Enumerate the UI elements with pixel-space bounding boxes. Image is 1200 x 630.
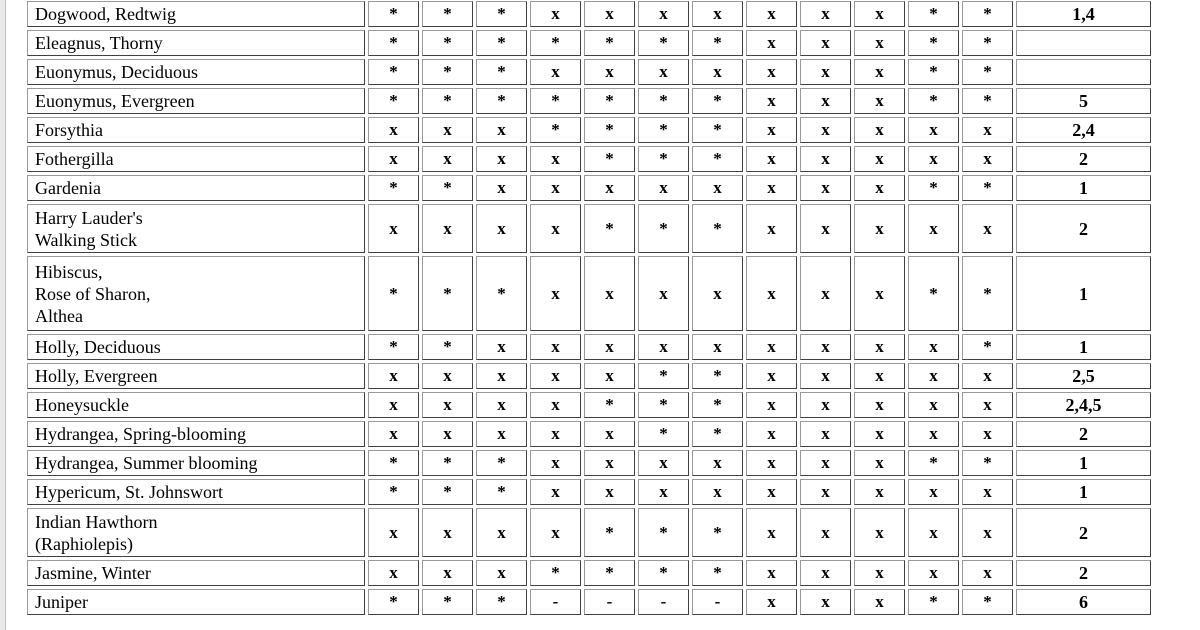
- month-mark-cell: x: [692, 59, 743, 85]
- month-mark-cell: x: [854, 1, 905, 27]
- month-mark-cell: *: [692, 117, 743, 143]
- plant-name-text: Honeysuckle: [35, 395, 129, 415]
- table-row: [27, 146, 1151, 172]
- month-mark-cell: x: [854, 59, 905, 85]
- month-mark-cell: *: [584, 146, 635, 172]
- month-mark-cell: x: [584, 479, 635, 505]
- month-mark-cell: *: [638, 363, 689, 389]
- month-mark-cell: *: [908, 256, 959, 331]
- month-mark-cell: x: [908, 479, 959, 505]
- month-mark-cell: -: [692, 589, 743, 615]
- month-mark-cell: x: [800, 363, 851, 389]
- month-mark-cell: x: [800, 1, 851, 27]
- month-mark-cell: x: [530, 146, 581, 172]
- month-mark-cell: x: [692, 256, 743, 331]
- month-mark-cell: x: [368, 204, 419, 253]
- month-mark-cell: x: [638, 175, 689, 201]
- month-mark-cell: x: [800, 256, 851, 331]
- month-mark-cell: *: [638, 508, 689, 557]
- month-mark-cell: x: [422, 146, 473, 172]
- month-mark-cell: *: [476, 589, 527, 615]
- month-mark-cell: *: [368, 334, 419, 360]
- month-mark-cell: x: [530, 392, 581, 418]
- month-mark-cell: x: [800, 508, 851, 557]
- month-mark-cell: x: [476, 117, 527, 143]
- table-row: [27, 508, 1151, 557]
- month-mark-cell: *: [476, 479, 527, 505]
- month-mark-cell: *: [368, 479, 419, 505]
- plant-name-text: Rose of Sharon,: [35, 283, 151, 304]
- month-mark-cell: *: [638, 204, 689, 253]
- month-mark-cell: x: [746, 1, 797, 27]
- month-mark-cell: *: [476, 450, 527, 476]
- month-mark-cell: x: [854, 204, 905, 253]
- plant-name-cell: [27, 1, 365, 27]
- month-mark-cell: x: [854, 479, 905, 505]
- month-mark-cell: *: [368, 175, 419, 201]
- month-mark-cell: x: [962, 392, 1013, 418]
- notes-cell: [1016, 59, 1151, 85]
- plant-name-text: Eleagnus, Thorny: [35, 33, 163, 53]
- month-mark-cell: x: [530, 175, 581, 201]
- month-mark-cell: *: [692, 88, 743, 114]
- month-mark-cell: x: [908, 117, 959, 143]
- month-mark-cell: x: [800, 204, 851, 253]
- month-mark-cell: x: [746, 392, 797, 418]
- month-mark-cell: x: [800, 146, 851, 172]
- month-mark-cell: *: [908, 59, 959, 85]
- month-mark-cell: -: [638, 589, 689, 615]
- month-mark-cell: x: [476, 560, 527, 586]
- month-mark-cell: *: [962, 30, 1013, 56]
- month-mark-cell: *: [962, 1, 1013, 27]
- plant-name-cell: [27, 117, 365, 143]
- month-mark-cell: x: [962, 204, 1013, 253]
- month-mark-cell: x: [800, 59, 851, 85]
- month-mark-cell: x: [800, 479, 851, 505]
- month-mark-cell: x: [962, 560, 1013, 586]
- month-mark-cell: *: [638, 117, 689, 143]
- month-mark-cell: *: [368, 256, 419, 331]
- notes-cell: [1016, 30, 1151, 56]
- month-mark-cell: x: [476, 146, 527, 172]
- month-mark-cell: *: [530, 560, 581, 586]
- month-mark-cell: x: [800, 421, 851, 447]
- notes-cell: 1: [1016, 175, 1151, 201]
- month-mark-cell: x: [530, 508, 581, 557]
- notes-cell: 2: [1016, 146, 1151, 172]
- month-mark-cell: x: [638, 1, 689, 27]
- month-mark-cell: x: [746, 117, 797, 143]
- plant-name-text: Fothergilla: [35, 149, 114, 169]
- month-mark-cell: x: [746, 363, 797, 389]
- month-mark-cell: *: [422, 479, 473, 505]
- month-mark-cell: x: [476, 334, 527, 360]
- month-mark-cell: x: [476, 363, 527, 389]
- plant-name-cell: [27, 392, 365, 418]
- plant-name-text: Euonymus, Deciduous: [35, 62, 198, 82]
- month-mark-cell: *: [368, 450, 419, 476]
- month-mark-cell: *: [476, 256, 527, 331]
- month-mark-cell: x: [584, 363, 635, 389]
- month-mark-cell: x: [800, 175, 851, 201]
- notes-cell: 2: [1016, 204, 1151, 253]
- month-mark-cell: x: [476, 421, 527, 447]
- plant-name-cell: [27, 560, 365, 586]
- table-row: [27, 334, 1151, 360]
- month-mark-cell: x: [584, 1, 635, 27]
- plant-name-cell: [27, 508, 365, 557]
- plant-name-text: Indian Hawthorn: [35, 511, 158, 532]
- month-mark-cell: x: [476, 508, 527, 557]
- plant-name-text: Walking Stick: [35, 229, 138, 250]
- month-mark-cell: *: [638, 560, 689, 586]
- month-mark-cell: x: [746, 421, 797, 447]
- notes-cell: 2: [1016, 560, 1151, 586]
- month-mark-cell: x: [854, 392, 905, 418]
- month-mark-cell: *: [476, 1, 527, 27]
- month-mark-cell: *: [584, 392, 635, 418]
- month-mark-cell: x: [962, 479, 1013, 505]
- plant-name-text: Juniper: [35, 592, 88, 612]
- month-mark-cell: x: [530, 256, 581, 331]
- plant-name-cell: [27, 204, 365, 253]
- plant-name-cell: [27, 175, 365, 201]
- plant-name-cell: [27, 88, 365, 114]
- month-mark-cell: *: [476, 59, 527, 85]
- month-mark-cell: x: [422, 560, 473, 586]
- table-row: [27, 117, 1151, 143]
- month-mark-cell: x: [530, 1, 581, 27]
- month-mark-cell: *: [584, 508, 635, 557]
- plant-name-cell: [27, 334, 365, 360]
- month-mark-cell: x: [854, 334, 905, 360]
- month-mark-cell: *: [422, 589, 473, 615]
- plant-name-cell: [27, 59, 365, 85]
- month-mark-cell: x: [746, 175, 797, 201]
- month-mark-cell: x: [530, 479, 581, 505]
- month-mark-cell: x: [368, 392, 419, 418]
- notes-cell: 1,4: [1016, 1, 1151, 27]
- month-mark-cell: x: [854, 560, 905, 586]
- month-mark-cell: *: [530, 88, 581, 114]
- month-mark-cell: x: [908, 560, 959, 586]
- month-mark-cell: x: [368, 117, 419, 143]
- month-mark-cell: *: [368, 30, 419, 56]
- month-mark-cell: *: [422, 334, 473, 360]
- month-mark-cell: x: [746, 479, 797, 505]
- month-mark-cell: *: [368, 88, 419, 114]
- month-mark-cell: x: [908, 508, 959, 557]
- plant-name-text: Holly, Evergreen: [35, 366, 158, 386]
- month-mark-cell: *: [476, 30, 527, 56]
- month-mark-cell: x: [908, 204, 959, 253]
- month-mark-cell: x: [422, 117, 473, 143]
- plant-name-cell: [27, 256, 365, 331]
- page-left-border: [0, 0, 6, 630]
- month-mark-cell: *: [692, 421, 743, 447]
- month-mark-cell: x: [476, 175, 527, 201]
- month-mark-cell: x: [584, 59, 635, 85]
- plant-name-text: Hydrangea, Summer blooming: [35, 453, 258, 473]
- month-mark-cell: *: [368, 589, 419, 615]
- month-mark-cell: *: [422, 450, 473, 476]
- month-mark-cell: *: [422, 88, 473, 114]
- notes-cell: 2,5: [1016, 363, 1151, 389]
- month-mark-cell: x: [746, 560, 797, 586]
- notes-cell: 2,4,5: [1016, 392, 1151, 418]
- table-row: [27, 30, 1151, 56]
- month-mark-cell: x: [422, 392, 473, 418]
- month-mark-cell: x: [908, 363, 959, 389]
- month-mark-cell: x: [638, 256, 689, 331]
- month-mark-cell: *: [692, 363, 743, 389]
- pruning-schedule-table: [24, 0, 1154, 618]
- plant-name-text: Dogwood, Redtwig: [35, 4, 176, 24]
- month-mark-cell: *: [584, 204, 635, 253]
- month-mark-cell: x: [584, 334, 635, 360]
- month-mark-cell: *: [422, 256, 473, 331]
- month-mark-cell: x: [800, 450, 851, 476]
- month-mark-cell: *: [692, 560, 743, 586]
- notes-cell: 1: [1016, 450, 1151, 476]
- month-mark-cell: *: [422, 175, 473, 201]
- notes-cell: 2: [1016, 421, 1151, 447]
- month-mark-cell: x: [692, 450, 743, 476]
- table-row: [27, 421, 1151, 447]
- month-mark-cell: -: [584, 589, 635, 615]
- plant-name-cell: [27, 421, 365, 447]
- month-mark-cell: *: [908, 175, 959, 201]
- month-mark-cell: *: [962, 450, 1013, 476]
- month-mark-cell: *: [962, 256, 1013, 331]
- month-mark-cell: *: [584, 88, 635, 114]
- month-mark-cell: *: [422, 1, 473, 27]
- month-mark-cell: *: [638, 30, 689, 56]
- month-mark-cell: x: [908, 421, 959, 447]
- month-mark-cell: x: [962, 508, 1013, 557]
- month-mark-cell: x: [530, 204, 581, 253]
- table-row: [27, 175, 1151, 201]
- month-mark-cell: x: [800, 334, 851, 360]
- month-mark-cell: x: [746, 146, 797, 172]
- month-mark-cell: x: [422, 421, 473, 447]
- month-mark-cell: *: [638, 392, 689, 418]
- month-mark-cell: x: [530, 450, 581, 476]
- table-row: [27, 589, 1151, 615]
- month-mark-cell: *: [638, 146, 689, 172]
- month-mark-cell: *: [692, 508, 743, 557]
- month-mark-cell: x: [854, 30, 905, 56]
- month-mark-cell: x: [962, 146, 1013, 172]
- month-mark-cell: x: [746, 450, 797, 476]
- table-row: [27, 59, 1151, 85]
- notes-cell: 1: [1016, 334, 1151, 360]
- plant-name-cell: [27, 589, 365, 615]
- month-mark-cell: *: [584, 117, 635, 143]
- plant-name-text: Holly, Deciduous: [35, 337, 161, 357]
- month-mark-cell: *: [908, 30, 959, 56]
- month-mark-cell: x: [638, 59, 689, 85]
- table-row: [27, 1, 1151, 27]
- month-mark-cell: *: [962, 175, 1013, 201]
- month-mark-cell: x: [638, 479, 689, 505]
- month-mark-cell: *: [692, 204, 743, 253]
- month-mark-cell: *: [476, 88, 527, 114]
- month-mark-cell: x: [854, 589, 905, 615]
- month-mark-cell: x: [854, 421, 905, 447]
- plant-name-text: Hypericum, St. Johnswort: [35, 482, 223, 502]
- month-mark-cell: *: [692, 30, 743, 56]
- month-mark-cell: *: [530, 30, 581, 56]
- notes-cell: 1: [1016, 256, 1151, 331]
- month-mark-cell: x: [530, 363, 581, 389]
- month-mark-cell: *: [638, 88, 689, 114]
- month-mark-cell: x: [800, 392, 851, 418]
- plant-name-text: Harry Lauder's: [35, 207, 143, 228]
- month-mark-cell: *: [422, 59, 473, 85]
- month-mark-cell: *: [368, 1, 419, 27]
- month-mark-cell: *: [638, 421, 689, 447]
- plant-name-text: Althea: [35, 305, 83, 326]
- notes-cell: 2: [1016, 508, 1151, 557]
- table-row: [27, 363, 1151, 389]
- month-mark-cell: x: [638, 450, 689, 476]
- month-mark-cell: x: [962, 421, 1013, 447]
- month-mark-cell: x: [692, 1, 743, 27]
- month-mark-cell: x: [746, 334, 797, 360]
- plant-name-cell: [27, 363, 365, 389]
- plant-name-text: Hibiscus,: [35, 261, 103, 282]
- month-mark-cell: x: [368, 421, 419, 447]
- table-row: [27, 392, 1151, 418]
- month-mark-cell: *: [692, 392, 743, 418]
- month-mark-cell: *: [962, 59, 1013, 85]
- month-mark-cell: x: [854, 117, 905, 143]
- month-mark-cell: x: [584, 450, 635, 476]
- month-mark-cell: x: [746, 204, 797, 253]
- notes-cell: 5: [1016, 88, 1151, 114]
- plant-name-cell: [27, 450, 365, 476]
- month-mark-cell: x: [530, 334, 581, 360]
- table-row: [27, 450, 1151, 476]
- table-body: [27, 1, 1151, 615]
- month-mark-cell: *: [584, 560, 635, 586]
- month-mark-cell: *: [584, 30, 635, 56]
- month-mark-cell: x: [800, 560, 851, 586]
- month-mark-cell: x: [854, 88, 905, 114]
- month-mark-cell: x: [854, 508, 905, 557]
- month-mark-cell: x: [854, 256, 905, 331]
- table-row: [27, 256, 1151, 331]
- month-mark-cell: x: [584, 175, 635, 201]
- notes-cell: 2,4: [1016, 117, 1151, 143]
- month-mark-cell: x: [638, 334, 689, 360]
- month-mark-cell: x: [692, 175, 743, 201]
- month-mark-cell: x: [368, 508, 419, 557]
- month-mark-cell: x: [854, 450, 905, 476]
- plant-name-cell: [27, 146, 365, 172]
- month-mark-cell: *: [530, 117, 581, 143]
- month-mark-cell: *: [908, 450, 959, 476]
- month-mark-cell: x: [476, 204, 527, 253]
- notes-cell: 1: [1016, 479, 1151, 505]
- month-mark-cell: x: [854, 146, 905, 172]
- month-mark-cell: x: [908, 146, 959, 172]
- month-mark-cell: x: [746, 59, 797, 85]
- month-mark-cell: x: [800, 117, 851, 143]
- month-mark-cell: *: [368, 59, 419, 85]
- table-row: [27, 88, 1151, 114]
- month-mark-cell: x: [854, 363, 905, 389]
- month-mark-cell: *: [962, 88, 1013, 114]
- month-mark-cell: x: [800, 30, 851, 56]
- month-mark-cell: x: [476, 392, 527, 418]
- month-mark-cell: x: [962, 117, 1013, 143]
- table-row: [27, 479, 1151, 505]
- month-mark-cell: x: [800, 589, 851, 615]
- month-mark-cell: *: [908, 1, 959, 27]
- month-mark-cell: x: [422, 363, 473, 389]
- month-mark-cell: x: [746, 30, 797, 56]
- plant-name-text: Hydrangea, Spring-blooming: [35, 424, 246, 444]
- plant-name-text: Euonymus, Evergreen: [35, 91, 195, 111]
- month-mark-cell: x: [368, 560, 419, 586]
- plant-name-cell: [27, 479, 365, 505]
- month-mark-cell: x: [746, 508, 797, 557]
- month-mark-cell: x: [854, 175, 905, 201]
- table-row: [27, 204, 1151, 253]
- month-mark-cell: x: [746, 256, 797, 331]
- plant-name-text: (Raphiolepis): [35, 533, 133, 554]
- month-mark-cell: x: [368, 363, 419, 389]
- month-mark-cell: x: [746, 589, 797, 615]
- month-mark-cell: x: [422, 508, 473, 557]
- month-mark-cell: -: [530, 589, 581, 615]
- month-mark-cell: x: [584, 256, 635, 331]
- plant-name-text: Jasmine, Winter: [35, 563, 151, 583]
- table-row: [27, 560, 1151, 586]
- month-mark-cell: x: [746, 88, 797, 114]
- month-mark-cell: x: [692, 334, 743, 360]
- plant-name-cell: [27, 30, 365, 56]
- plant-name-text: Forsythia: [35, 120, 104, 140]
- month-mark-cell: x: [422, 204, 473, 253]
- month-mark-cell: *: [962, 589, 1013, 615]
- month-mark-cell: x: [584, 421, 635, 447]
- month-mark-cell: x: [368, 146, 419, 172]
- month-mark-cell: x: [530, 59, 581, 85]
- month-mark-cell: *: [422, 30, 473, 56]
- month-mark-cell: *: [908, 88, 959, 114]
- month-mark-cell: x: [962, 363, 1013, 389]
- month-mark-cell: x: [908, 334, 959, 360]
- plant-name-text: Gardenia: [35, 178, 101, 198]
- month-mark-cell: x: [530, 421, 581, 447]
- month-mark-cell: *: [908, 589, 959, 615]
- month-mark-cell: x: [692, 479, 743, 505]
- month-mark-cell: *: [692, 146, 743, 172]
- notes-cell: 6: [1016, 589, 1151, 615]
- month-mark-cell: x: [800, 88, 851, 114]
- month-mark-cell: x: [908, 392, 959, 418]
- month-mark-cell: *: [962, 334, 1013, 360]
